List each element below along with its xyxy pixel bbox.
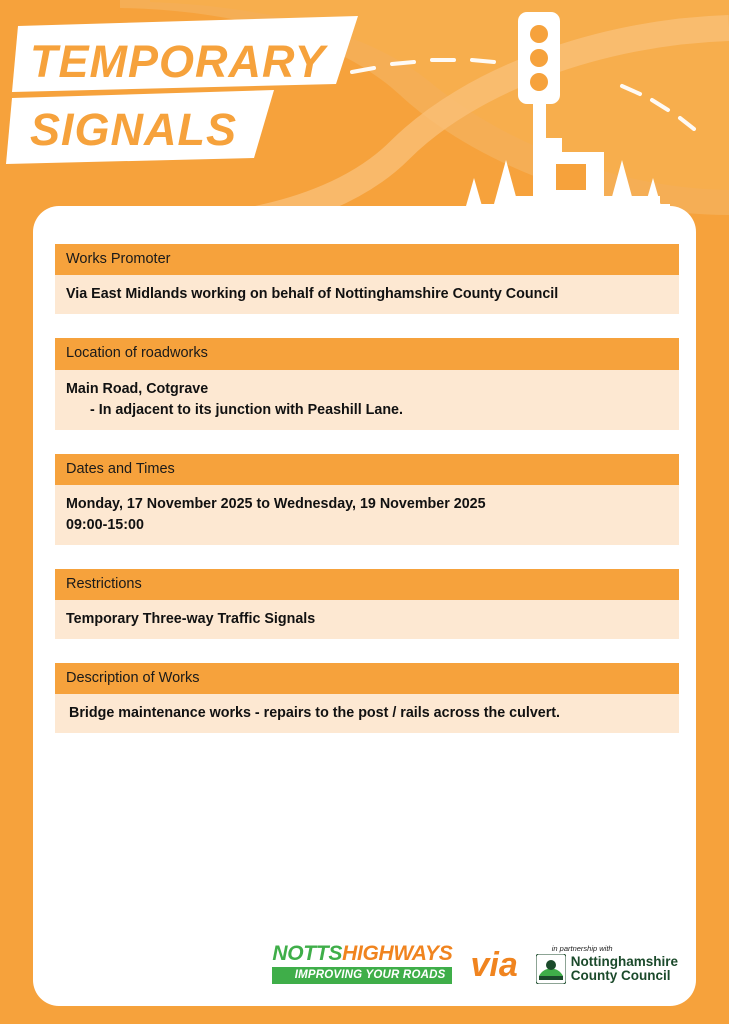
partnership-label: in partnership with — [551, 943, 613, 953]
section-dates-times — [55, 454, 679, 545]
section-location — [55, 338, 679, 430]
section-body: Bridge maintenance works - repairs to the post / rails across the culvert. — [55, 694, 679, 733]
logo-row — [272, 943, 678, 985]
section-heading: Description of Works — [55, 663, 679, 694]
poster-header — [0, 0, 729, 230]
section-description-of-works — [55, 663, 679, 733]
notts-highways-logo — [272, 943, 452, 985]
section-heading: Dates and Times — [55, 454, 679, 485]
section-body — [55, 370, 679, 430]
sections-list — [55, 244, 679, 757]
section-body: Temporary Three-way Traffic Signals — [55, 600, 679, 639]
council-line-2: County Council — [570, 968, 671, 983]
council-line-1: Nottinghamshire — [570, 953, 678, 969]
section-heading: Location of roadworks — [55, 338, 679, 369]
section-heading: Restrictions — [55, 569, 679, 600]
notts-highways-word-b: HIGHWAYS — [342, 941, 453, 965]
council-crest-icon — [536, 954, 566, 984]
title-banner — [6, 14, 386, 174]
location-main: Main Road, Cotgrave — [66, 380, 209, 397]
notts-highways-wordmark — [272, 943, 452, 964]
section-body: Via East Midlands working on behalf of Nottinghamshire County Council — [55, 275, 679, 314]
title-line-2: SIGNALS — [30, 104, 238, 155]
section-body — [55, 485, 679, 544]
info-card — [33, 206, 696, 1006]
section-works-promoter — [55, 244, 679, 314]
dates-line: Monday, 17 November 2025 to Wednesday, 19 November 2025 — [66, 496, 486, 513]
council-logo-row — [536, 954, 678, 984]
section-restrictions — [55, 569, 679, 639]
notts-highways-word-a: NOTTS — [272, 941, 343, 965]
notts-highways-tagline: IMPROVING YOUR ROADS — [272, 967, 452, 985]
location-sub: - In adjacent to its junction with Peashill Lane. — [90, 402, 403, 419]
council-name — [571, 955, 678, 983]
via-logo: via — [470, 946, 518, 984]
times-line: 09:00-15:00 — [66, 517, 144, 534]
nottinghamshire-county-council-logo — [536, 945, 678, 985]
footer — [33, 920, 696, 990]
title-line-1: TEMPORARY — [30, 36, 326, 87]
section-heading: Works Promoter — [55, 244, 679, 275]
